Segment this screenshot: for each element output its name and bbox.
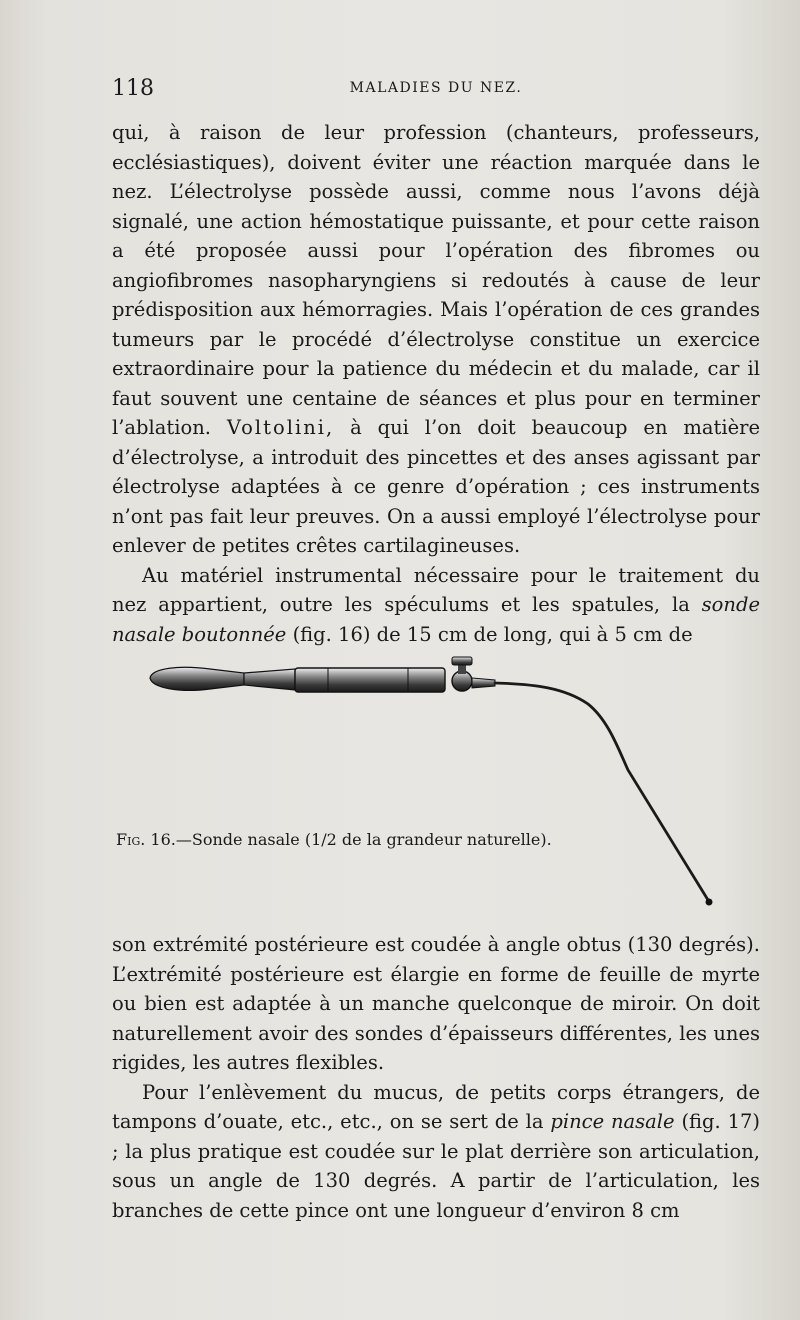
- italic-term: pince nasale: [550, 1110, 675, 1133]
- nasal-probe-illustration: [140, 648, 730, 918]
- text-block-top: [112, 118, 760, 649]
- paragraph-text: (fig. 17) ; la plus pratique est coudée sur le plat derrière son articulation, sous un angle de 130 degrés. A partir de l’articulation, les branches de cette pince ont une longueur d’environ 8 cm: [112, 1110, 761, 1222]
- connector-cap: [452, 657, 472, 665]
- paragraph-text: Au matériel instrumental nécessaire pour le traitement du nez appartient, outre les spéculums et les spatules, la: [112, 563, 760, 616]
- page-header: [112, 76, 760, 106]
- paragraph: [112, 118, 760, 561]
- paragraph-text: à qui l’on doit beaucoup en matière d’électrolyse, a introduit des pincettes et des anses agissant par électrolyse adaptées à ce genre d’opération ; ces instruments n’ont pas fait leur preuves. On a aussi employé l’électrolyse pour enlever de petites crêtes cartilagineuses.: [112, 416, 761, 557]
- leaf-handle-tip: [150, 667, 244, 690]
- figure-caption: [116, 830, 552, 849]
- paragraph-text: Pour l’enlèvement du mucus, de petits corps étrangers, de tampons d’ouate, etc., etc., on se sert de la: [112, 1080, 760, 1133]
- handle-body: [295, 668, 445, 692]
- text-block-bottom: [112, 930, 760, 1225]
- page-number: 118: [112, 76, 154, 101]
- probe-wire: [495, 683, 708, 900]
- italic-term: sonde nasale boutonnée: [112, 593, 760, 646]
- paragraph-text: qui, à raison de leur profession (chanteurs, professeurs, ecclésiastiques), doivent éviter une réaction marquée dans le nez. L’électrolyse possède aussi, comme nous l’avons déjà signalé, une action hémostatique puissante, et pour cette raison a été proposée aussi pour l’opération des fibromes ou angiofibromes nasopharyngiens si redoutés à cause de leur prédisposition aux hémorragies. Mais l’opération de ces grandes tumeurs par le procédé d’électrolyse constitue un exercice extraordinaire pour la patience du médecin et du malade, car il faut souvent une centaine de séances et plus pour en terminer l’ablation.: [112, 121, 760, 439]
- figure-label: Fig. 16.: [116, 830, 176, 849]
- running-title: MALADIES DU NEZ.: [349, 80, 523, 96]
- paragraph-text: son extrémité postérieure est coudée à angle obtus (130 degrés). L’extrémité postérieure est élargie en forme de feuille de myrte ou bien est adaptée à un manche quelconque de miroir. On doit naturellement avoir des sondes d’épaisseurs différentes, les unes rigides, les autres flexibles.: [112, 933, 760, 1074]
- author-name: Voltolini,: [226, 416, 335, 439]
- probe-button-tip: [706, 899, 713, 906]
- collar: [472, 678, 495, 688]
- handle-taper: [244, 669, 295, 690]
- paragraph-text: (fig. 16) de 15 cm de long, qui à 5 cm de: [292, 622, 693, 646]
- paragraph: [112, 561, 760, 650]
- figure-caption-text: —Sonde nasale (1/2 de la grandeur naturelle).: [175, 830, 552, 849]
- paragraph: [112, 930, 760, 1078]
- paragraph: [112, 1078, 760, 1226]
